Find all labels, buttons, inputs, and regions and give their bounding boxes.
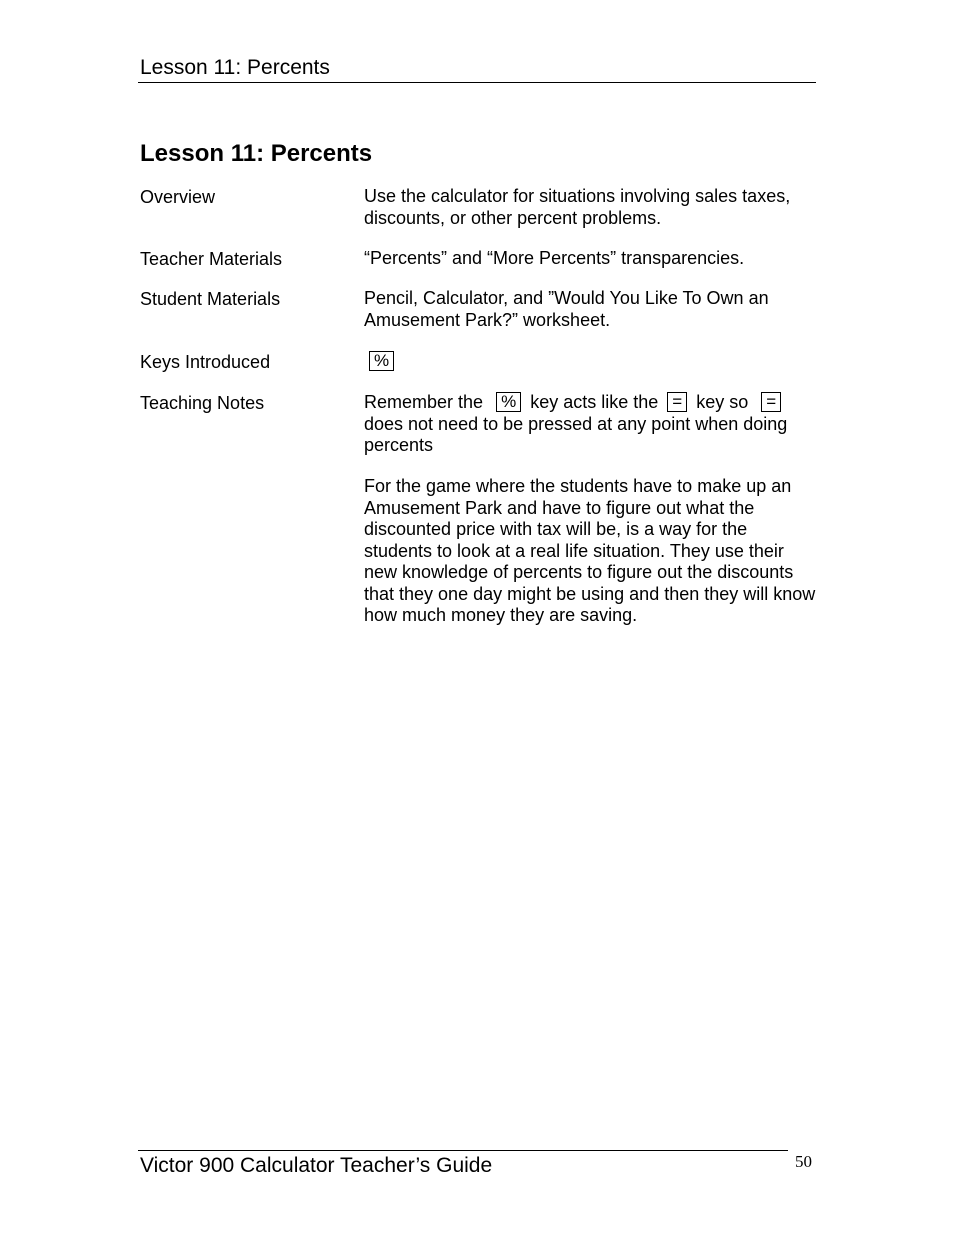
teaching-notes-text-b: key acts like the [530, 392, 659, 412]
running-header-title: Lesson 11: Percents [140, 56, 330, 79]
teaching-notes-text-a: Remember the [364, 392, 484, 412]
teacher-materials-label: Teacher Materials [140, 249, 283, 269]
overview-label: Overview [140, 187, 216, 207]
percent-key: % [496, 392, 521, 412]
footer-rule [138, 1150, 788, 1151]
student-materials-label: Student Materials [140, 289, 281, 309]
page-number: 50 [795, 1152, 812, 1171]
percent-key: % [369, 351, 394, 371]
equals-key: = [761, 392, 781, 412]
teaching-notes-paragraph-2: For the game where the students have to make up an Amusement Park and have to figure out what the discounted price with tax will be, is a way for the students to look at a real life situation. They use their new knowledge of percents to figure out the discounts that they one day might be using and then they will know how much money they are saving. [364, 476, 816, 625]
teacher-materials-text: “Percents” and “More Percents” transparencies. [364, 248, 745, 268]
overview-text: Use the calculator for situations involving sales taxes, discounts, or other percent problems. [364, 186, 791, 228]
lesson-title: Lesson 11: Percents [140, 140, 373, 167]
teaching-notes-text-c: key so [696, 392, 749, 412]
footer-title: Victor 900 Calculator Teacher’s Guide [140, 1154, 493, 1177]
teaching-notes-text-d: does not need to be pressed at any point when doing percents [364, 413, 788, 455]
keys-introduced-list [369, 351, 394, 372]
teaching-notes-label: Teaching Notes [140, 393, 265, 413]
keys-introduced-label: Keys Introduced [140, 352, 271, 372]
student-materials-text: Pencil, Calculator, and ”Would You Like To Own an Amusement Park?” worksheet. [364, 288, 769, 330]
running-header [138, 56, 816, 83]
equals-key: = [667, 392, 687, 412]
teaching-notes-paragraph-1 [364, 392, 824, 457]
